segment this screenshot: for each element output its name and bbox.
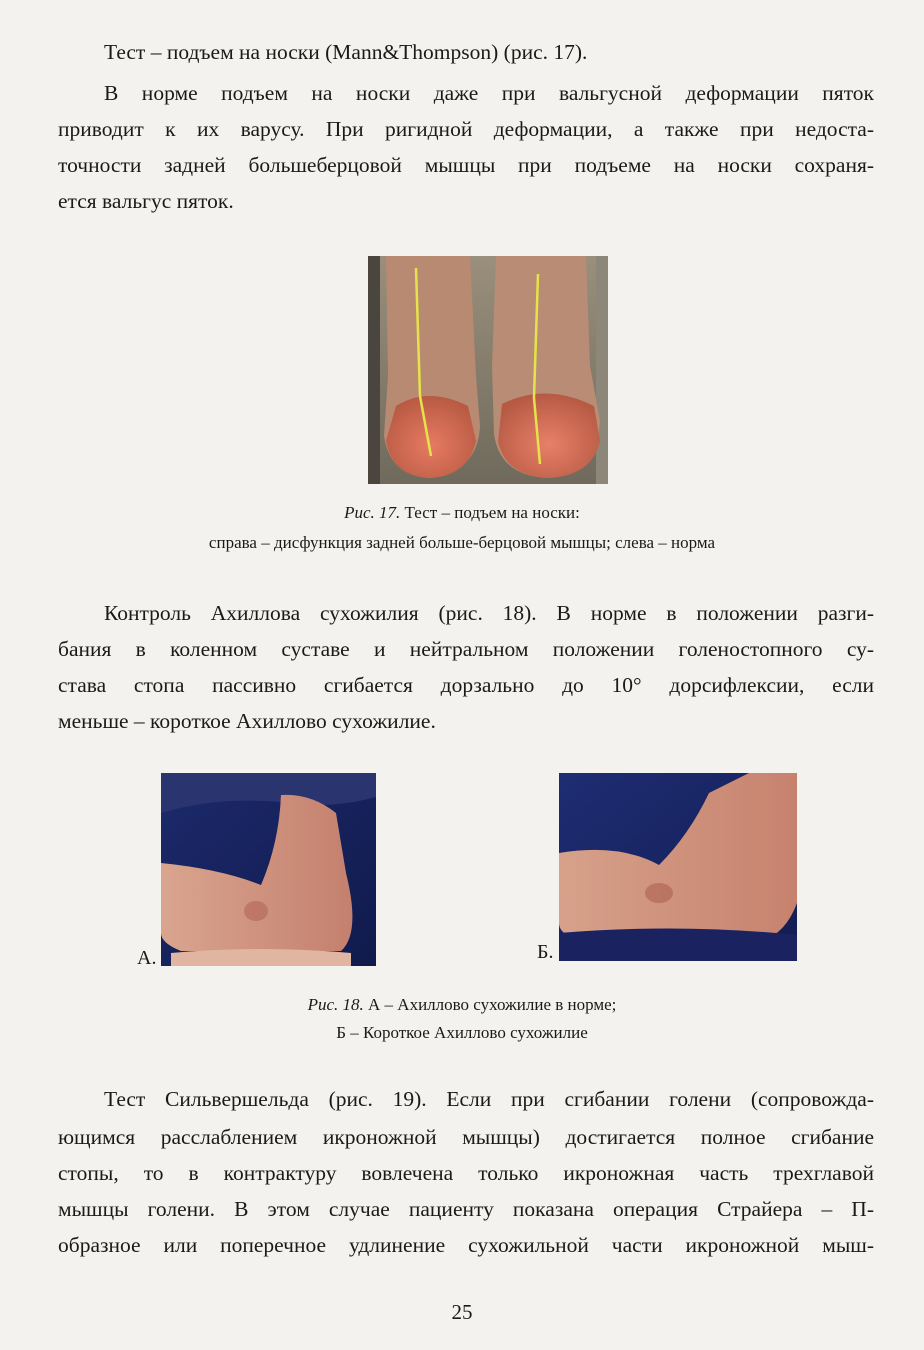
figure-18-caption-line-1: [0, 992, 924, 1018]
paragraph-line: ется вальгус пяток.: [58, 189, 234, 213]
paragraph-line: бания в коленном суставе и нейтральном положении голеностопного су-: [58, 637, 874, 661]
figure-17-photo: [368, 256, 608, 484]
figure-18-photo-a: [161, 773, 376, 966]
figure-18-label: Рис. 18.: [307, 995, 364, 1014]
paragraph-line: мышцы голени. В этом случае пациенту показана операция Страйера – П-: [58, 1197, 874, 1221]
paragraph-line: Контроль Ахиллова сухожилия (рис. 18). В норме в положении разги-: [104, 601, 874, 625]
figure-18-caption-text: А – Ахиллово сухожилие в норме;: [363, 995, 617, 1014]
figure-18-label-a: А.: [137, 947, 157, 969]
paragraph-line: ющимся расслаблением икроножной мышцы) достигается полное сгибание: [58, 1125, 874, 1149]
achilles-short-image: [559, 773, 797, 961]
paragraph-line: стопы, то в контрактуру вовлечена только икроножная часть трехглавой: [58, 1161, 874, 1185]
figure-18-photo-b: [559, 773, 797, 961]
page-number: 25: [451, 1300, 473, 1324]
heels-rear-view-image: [368, 256, 608, 484]
figure-18-label-b: Б.: [537, 941, 554, 963]
achilles-normal-image: [161, 773, 376, 966]
paragraph-line: В норме подъем на носки даже при вальгусной деформации пяток: [104, 81, 874, 105]
figure-17-caption-line-2: справа – дисфункция задней больше-берцовой мышцы; слева – норма: [208, 533, 716, 552]
section-heading-heel-raise-test: Тест – подъем на носки (Mann&Thompson) (рис. 17).: [104, 40, 588, 64]
paragraph-line: точности задней большеберцовой мышцы при подъеме на носки сохраня-: [58, 153, 874, 177]
paragraph-line: образное или поперечное удлинение сухожильной части икроножной мыш-: [58, 1233, 874, 1257]
figure-18-caption-line-2: Б – Короткое Ахиллово сухожилие: [336, 1023, 588, 1042]
paragraph-line: става стопа пассивно сгибается дорзально до 10° дорсифлексии, если: [58, 673, 874, 697]
paragraph-line: приводит к их варусу. При ригидной деформации, а также при недоста-: [58, 117, 874, 141]
paragraph-line: Тест Сильвершельда (рис. 19). Если при сгибании голени (сопровожда-: [104, 1087, 874, 1111]
figure-17-label: Рис. 17.: [344, 503, 401, 522]
paragraph-line: меньше – короткое Ахиллово сухожилие.: [58, 709, 436, 733]
figure-17-caption-line-1: [0, 500, 924, 526]
figure-17-caption-text: Тест – подъем на носки:: [400, 503, 580, 522]
